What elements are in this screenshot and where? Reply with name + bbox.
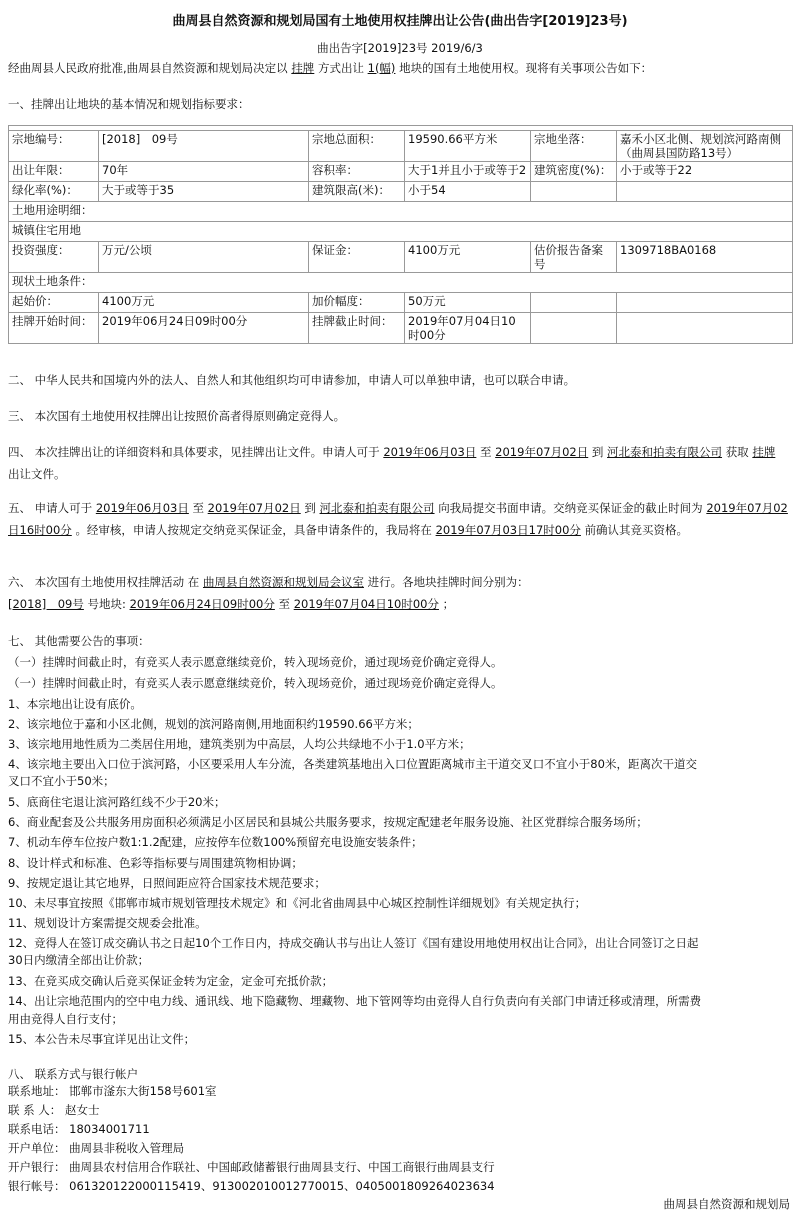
- section-6-line-1: [8, 574, 529, 590]
- contact-address: 联系地址： 邯郸市滏东大街158号601室: [8, 1084, 217, 1098]
- table-cell: 宗地总面积：: [309, 131, 405, 162]
- table-cell: 4100万元: [405, 242, 531, 273]
- list-item: 5、底商住宅退让滨河路红线不少于20米；: [8, 795, 226, 809]
- s4-text: 四、 本次挂牌出让的详细资料和具体要求，见挂牌出让文件。申请人可于: [8, 445, 380, 459]
- list-item: 1、本宗地出让设有底价。: [8, 697, 142, 711]
- table-cell: 投资强度：: [9, 242, 99, 273]
- list-item: 用由竞得人自行支付；: [8, 1012, 123, 1026]
- s5-text: 向我局提交书面申请。交纳竞买保证金的截止时间为: [438, 501, 703, 515]
- s6-text: 六、 本次国有土地使用权挂牌活动 在: [8, 575, 200, 589]
- section-4: [8, 441, 788, 485]
- s6-place: 曲周县自然资源和规划局会议室: [202, 575, 364, 589]
- list-item: 叉口不宜小于50米；: [8, 774, 115, 788]
- table-cell: 现状土地条件：: [9, 273, 793, 293]
- issuer-signature: 曲周县自然资源和规划局: [663, 1197, 790, 1211]
- s5-text: 到: [304, 501, 316, 515]
- account-bank: 开户银行： 曲周县农村信用合作联社、中国邮政储蓄银行曲周县支行、中国工商银行曲周县支行: [8, 1160, 495, 1174]
- table-row: [9, 162, 793, 182]
- table-row: [9, 313, 793, 344]
- s4-text: 获取: [725, 445, 749, 459]
- list-item: 9、按规定退让其它地界，日照间距应符合国家技术规范要求；: [8, 876, 326, 890]
- table-cell: 万元/公顷: [99, 242, 309, 273]
- intro-text: 方式出让: [317, 61, 364, 75]
- list-item: 4、该宗地主要出入口位于滨河路，小区要采用人车分流，各类建筑基地出入口位置距离城市主干道交叉口不宜小于80米，距离次干道交: [8, 757, 697, 771]
- s5-start-date: 2019年06月03日: [95, 501, 189, 515]
- table-cell: 4100万元: [99, 293, 309, 313]
- table-cell: 绿化率(%)：: [9, 182, 99, 202]
- table-cell: 建筑限高(米)：: [309, 182, 405, 202]
- intro-method: 挂牌: [291, 61, 315, 75]
- list-item: （一）挂牌时间截止时，有竞买人表示愿意继续竞价，转入现场竞价，通过现场竞价确定竞得人。: [8, 676, 503, 690]
- intro-count: 1(幅): [367, 61, 396, 75]
- s5-deposit-deadline: 2019年07月02日16时00分: [8, 501, 788, 537]
- table-row: [9, 293, 793, 313]
- section-3: 三、 本次国有土地使用权挂牌出让按照价高者得原则确定竞得人。: [8, 409, 346, 423]
- table-cell: 建筑密度(%)：: [531, 162, 617, 182]
- table-cell: 出让年限：: [9, 162, 99, 182]
- table-cell: 嘉禾小区北侧、规划滨河路南侧（曲周县国防路13号）: [617, 131, 793, 162]
- table-cell: [531, 293, 617, 313]
- section-7-heading: 七、 其他需要公告的事项：: [8, 634, 150, 648]
- intro-paragraph: [8, 60, 652, 76]
- table-cell: 保证金：: [309, 242, 405, 273]
- table-cell: 挂牌截止时间：: [309, 313, 405, 344]
- list-item: 15、本公告未尽事宜详见出让文件；: [8, 1032, 196, 1046]
- list-item: 7、机动车停车位按户数1:1.2配建，应按停车位数100%预留充电设施安装条件；: [8, 835, 423, 849]
- section-6-line-2: [8, 596, 454, 612]
- s6-parcel-code: [2018] 09号: [8, 597, 84, 611]
- table-cell: 容积率：: [309, 162, 405, 182]
- s5-end-date: 2019年07月02日: [207, 501, 301, 515]
- table-cell: 土地用途明细：: [9, 202, 793, 222]
- table-row: [9, 182, 793, 202]
- table-cell: 大于或等于35: [99, 182, 309, 202]
- section-2: 二、 中华人民共和国境内外的法人、自然人和其他组织均可申请参加，申请人可以单独申请，也可以联合申请。: [8, 373, 576, 387]
- page-subtitle: 曲出告字[2019]23号 2019/6/3: [317, 41, 483, 55]
- s4-text: 出让文件。: [8, 467, 66, 481]
- table-cell: 50万元: [405, 293, 531, 313]
- table-cell: 小于54: [405, 182, 531, 202]
- s6-text: 进行。各地块挂牌时间分别为：: [367, 575, 529, 589]
- table-row: [9, 222, 793, 242]
- account-unit: 开户单位： 曲周县非税收入管理局: [8, 1141, 185, 1155]
- list-item: 12、竞得人在签订成交确认书之日起10个工作日内，持成交确认书与出让人签订《国有建设用地使用权出让合同》，出让合同签订之日起: [8, 936, 699, 950]
- list-item: 10、未尽事宜按照《邯郸市城市规划管理技术规定》和《河北省曲周县中心城区控制性详细规划》有关规定执行；: [8, 896, 587, 910]
- s4-text: 到: [591, 445, 604, 459]
- contact-person: 联 系 人： 赵女士: [8, 1103, 100, 1117]
- table-cell: 宗地编号：: [9, 131, 99, 162]
- table-cell: [2018] 09号: [99, 131, 309, 162]
- s4-end-date: 2019年07月02日: [495, 445, 589, 459]
- table-cell: 19590.66平方米: [405, 131, 531, 162]
- intro-text: 经曲周县人民政府批准,曲周县自然资源和规划局决定以: [8, 61, 288, 75]
- s4-method: 挂牌: [752, 445, 776, 459]
- contact-phone: 联系电话： 18034001711: [8, 1122, 150, 1136]
- table-cell: [531, 313, 617, 344]
- s6-end-time: 2019年07月04日10时00分: [293, 597, 439, 611]
- parcel-info-table: [8, 125, 793, 344]
- s6-text: 至: [278, 597, 291, 611]
- table-cell: 小于或等于22: [617, 162, 793, 182]
- s5-confirm-deadline: 2019年07月03日17时00分: [435, 523, 581, 537]
- table-cell: 加价幅度：: [309, 293, 405, 313]
- s5-organization: 河北泰和拍卖有限公司: [319, 501, 435, 515]
- s5-text: 至: [192, 501, 205, 515]
- account-numbers: 银行帐号： 061320122000115419、913002010012770015、0405001809264023634: [8, 1179, 495, 1193]
- section-8-heading: 八、 联系方式与银行帐户: [8, 1067, 139, 1081]
- table-cell: 城镇住宅用地: [9, 222, 793, 242]
- intro-text: 地块的国有土地使用权。现将有关事项公告如下：: [399, 61, 653, 75]
- s5-text: 五、 申请人可于: [8, 501, 93, 515]
- table-cell: 宗地坐落：: [531, 131, 617, 162]
- section-5: [8, 497, 788, 541]
- list-item: 3、该宗地用地性质为二类居住用地，建筑类别为中高层，人均公共绿地不小于1.0平方米；: [8, 737, 471, 751]
- s4-organization: 河北泰和拍卖有限公司: [607, 445, 723, 459]
- table-cell: 70年: [99, 162, 309, 182]
- page-title: 曲周县自然资源和规划局国有土地使用权挂牌出让公告(曲出告字[2019]23号): [172, 14, 628, 29]
- s4-start-date: 2019年06月03日: [383, 445, 477, 459]
- s6-text: 号地块:: [87, 597, 126, 611]
- table-cell: [531, 182, 617, 202]
- table-cell: 起始价：: [9, 293, 99, 313]
- section-1-heading: 一、挂牌出让地块的基本情况和规划指标要求：: [8, 97, 250, 111]
- table-row: [9, 202, 793, 222]
- table-cell: 1309718BA0168: [617, 242, 793, 273]
- table-cell: 2019年06月24日09时00分: [99, 313, 309, 344]
- table-row: [9, 242, 793, 273]
- list-item: 13、在竞买成交确认后竞买保证金转为定金，定金可充抵价款；: [8, 974, 334, 988]
- list-item: 6、商业配套及公共服务用房面积必须满足小区居民和县城公共服务要求，按规定配建老年服务设施、社区党群综合服务场所；: [8, 815, 648, 829]
- table-cell: 挂牌开始时间：: [9, 313, 99, 344]
- list-item: 8、设计样式和标准、色彩等指标要与周围建筑物相协调；: [8, 856, 303, 870]
- s6-start-time: 2019年06月24日09时00分: [129, 597, 275, 611]
- s4-text: 至: [480, 445, 492, 459]
- table-cell: [617, 182, 793, 202]
- list-item: （一）挂牌时间截止时，有竞买人表示愿意继续竞价，转入现场竞价，通过现场竞价确定竞得人。: [8, 655, 503, 669]
- list-item: 14、出让宗地范围内的空中电力线、通讯线、地下隐藏物、埋藏物、地下管网等均由竞得人自行负责向有关部门申请迁移或清理，所需费: [8, 994, 702, 1008]
- table-cell: 2019年07月04日10时00分: [405, 313, 531, 344]
- list-item: 2、该宗地位于嘉和小区北侧，规划的滨河路南侧,用地面积约19590.66平方米；: [8, 717, 419, 731]
- table-row: [9, 273, 793, 293]
- table-cell: 估价报告备案号: [531, 242, 617, 273]
- table-cell: [617, 313, 793, 344]
- table-cell: [617, 293, 793, 313]
- table-cell: 大于1并且小于或等于2: [405, 162, 531, 182]
- s6-text: ；: [442, 597, 455, 611]
- list-item: 30日内缴清全部出让价款；: [8, 953, 150, 967]
- s5-text: 前确认其竞买资格。: [584, 523, 689, 537]
- table-row: [9, 131, 793, 162]
- s5-text: 。经审核，申请人按规定交纳竞买保证金，具备申请条件的，我局将在: [75, 523, 432, 537]
- list-item: 11、规划设计方案需提交规委会批准。: [8, 916, 207, 930]
